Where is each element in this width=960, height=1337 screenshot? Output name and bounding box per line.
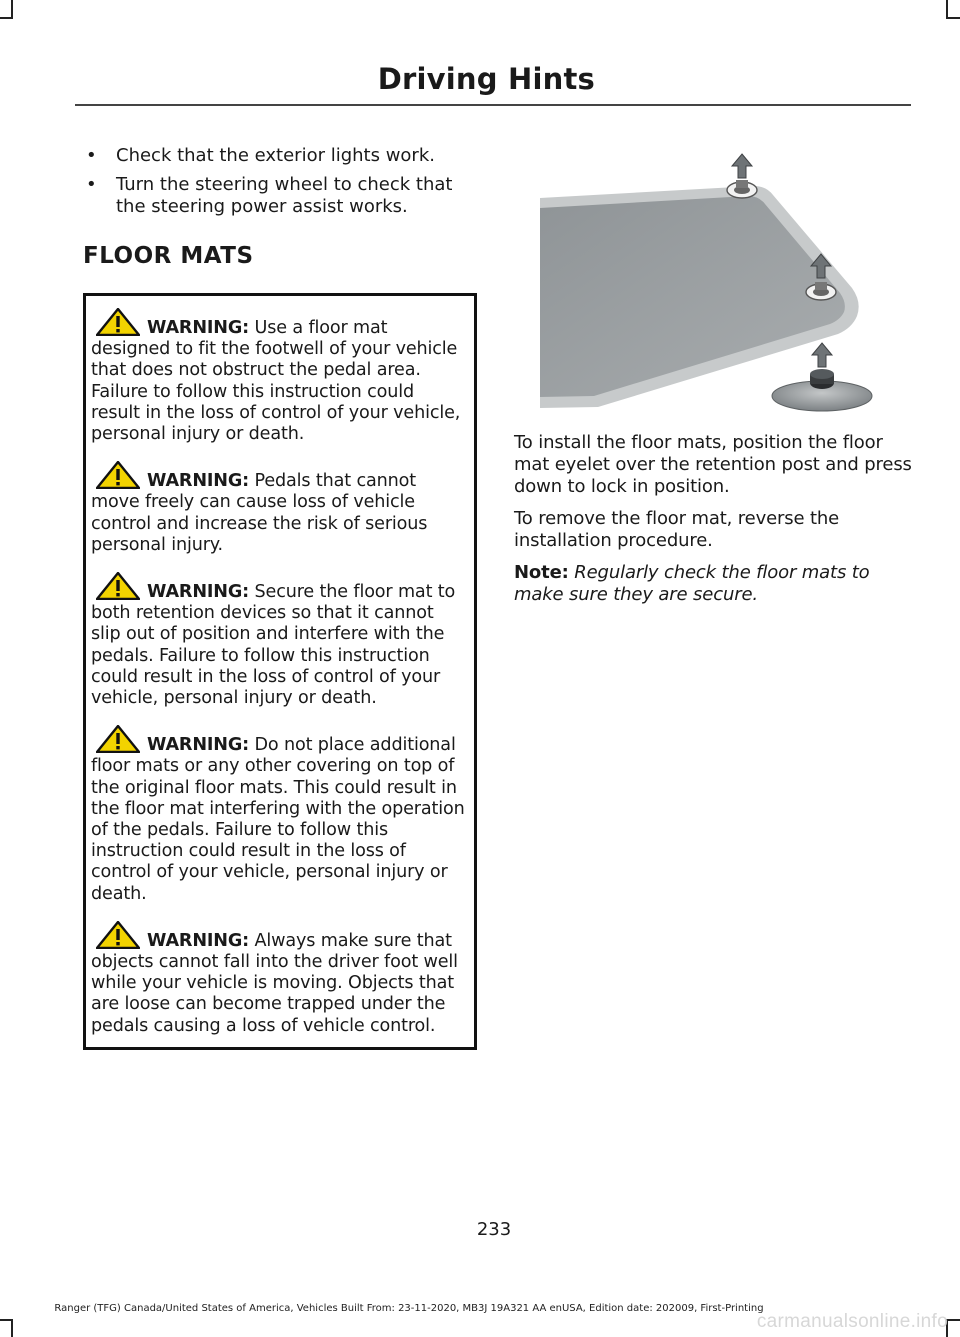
warning-triangle-icon [96,725,140,753]
warning-item [91,572,468,709]
warning-text: Pedals that cannot move freely can cause loss of vehicle control and increase the risk of serious personal injury. [91,471,428,555]
warning-label: WARNING: [147,930,250,951]
crop-mark [946,0,948,18]
bullet-text: Check that the exterior lights work. [116,145,435,166]
section-heading: FLOOR MATS [83,243,254,269]
crop-mark [0,17,13,19]
note-label: Note: [514,562,569,583]
warning-item [91,308,468,445]
install-instructions: To install the floor mats, position the floor mat eyelet over the retention post and press down to lock in position. [514,432,912,497]
crop-mark [946,1319,960,1321]
bullet-text: Turn the steering wheel to check that the steering power assist works. [116,174,453,217]
section-title: Driving Hints [377,62,595,96]
page-number: 233 [476,1219,512,1240]
note-text: Regularly check the floor mats to make sure they are secure. [514,562,870,605]
list-item [83,174,473,218]
warning-item [91,725,468,905]
warning-text: Do not place additional floor mats or any other covering on top of the original floor mats. This could result in the floor mat interfering with the operation of the pedals. Failure to follow this instruction could result in the loss of control of your vehicle, personal injury or death. [91,735,465,904]
crop-mark [946,17,960,19]
warning-box [83,293,477,1050]
footer-text: Ranger (TFG) Canada/United States of America, Vehicles Built From: 23-11-2020, MB3J 19A321 AA enUSA, Edition date: 202009, First-Printing [54,1303,764,1314]
warning-text: Always make sure that objects cannot fall into the driver foot well while your vehicle is moving. Objects that are loose can become trapped under the pedals causing a loss of vehicle control. [91,930,458,1036]
bullet-glyph: • [86,174,97,195]
right-column [514,432,912,616]
warning-text: Use a floor mat designed to fit the footwell of your vehicle that does not obstruct the pedal area. Failure to follow this instruction could result in the loss of control of your vehicle, personal injury or death. [91,318,461,445]
crop-mark [0,1319,13,1321]
retention-eyelet-top [727,154,757,198]
warning-triangle-icon [96,572,140,600]
warning-label: WARNING: [147,735,250,756]
warning-triangle-icon [96,921,140,949]
crop-mark [11,1319,13,1337]
warning-item [91,921,468,1037]
warning-label: WARNING: [147,318,250,338]
crop-mark [11,0,13,18]
header-rule [75,104,911,106]
warning-triangle-icon [96,308,140,336]
floor-mat-illustration [540,150,880,415]
note [514,562,912,606]
remove-instructions: To remove the floor mat, reverse the installation procedure. [514,508,840,551]
warning-triangle-icon [96,461,140,489]
watermark: carmanualsonline.info [756,1311,948,1332]
bullet-glyph: • [86,145,97,166]
warning-label: WARNING: [147,582,250,603]
warning-item [91,461,468,556]
warning-label: WARNING: [147,471,250,492]
retention-post [772,343,872,411]
warning-text: Secure the floor mat to both retention devices so that it cannot slip out of position and interfere with the pedals. Failure to follow this instruction could result in the loss of control of your vehicle, personal injury or death. [91,582,456,709]
list-item [83,145,473,167]
left-column [83,145,473,1050]
bullet-list [83,145,473,218]
